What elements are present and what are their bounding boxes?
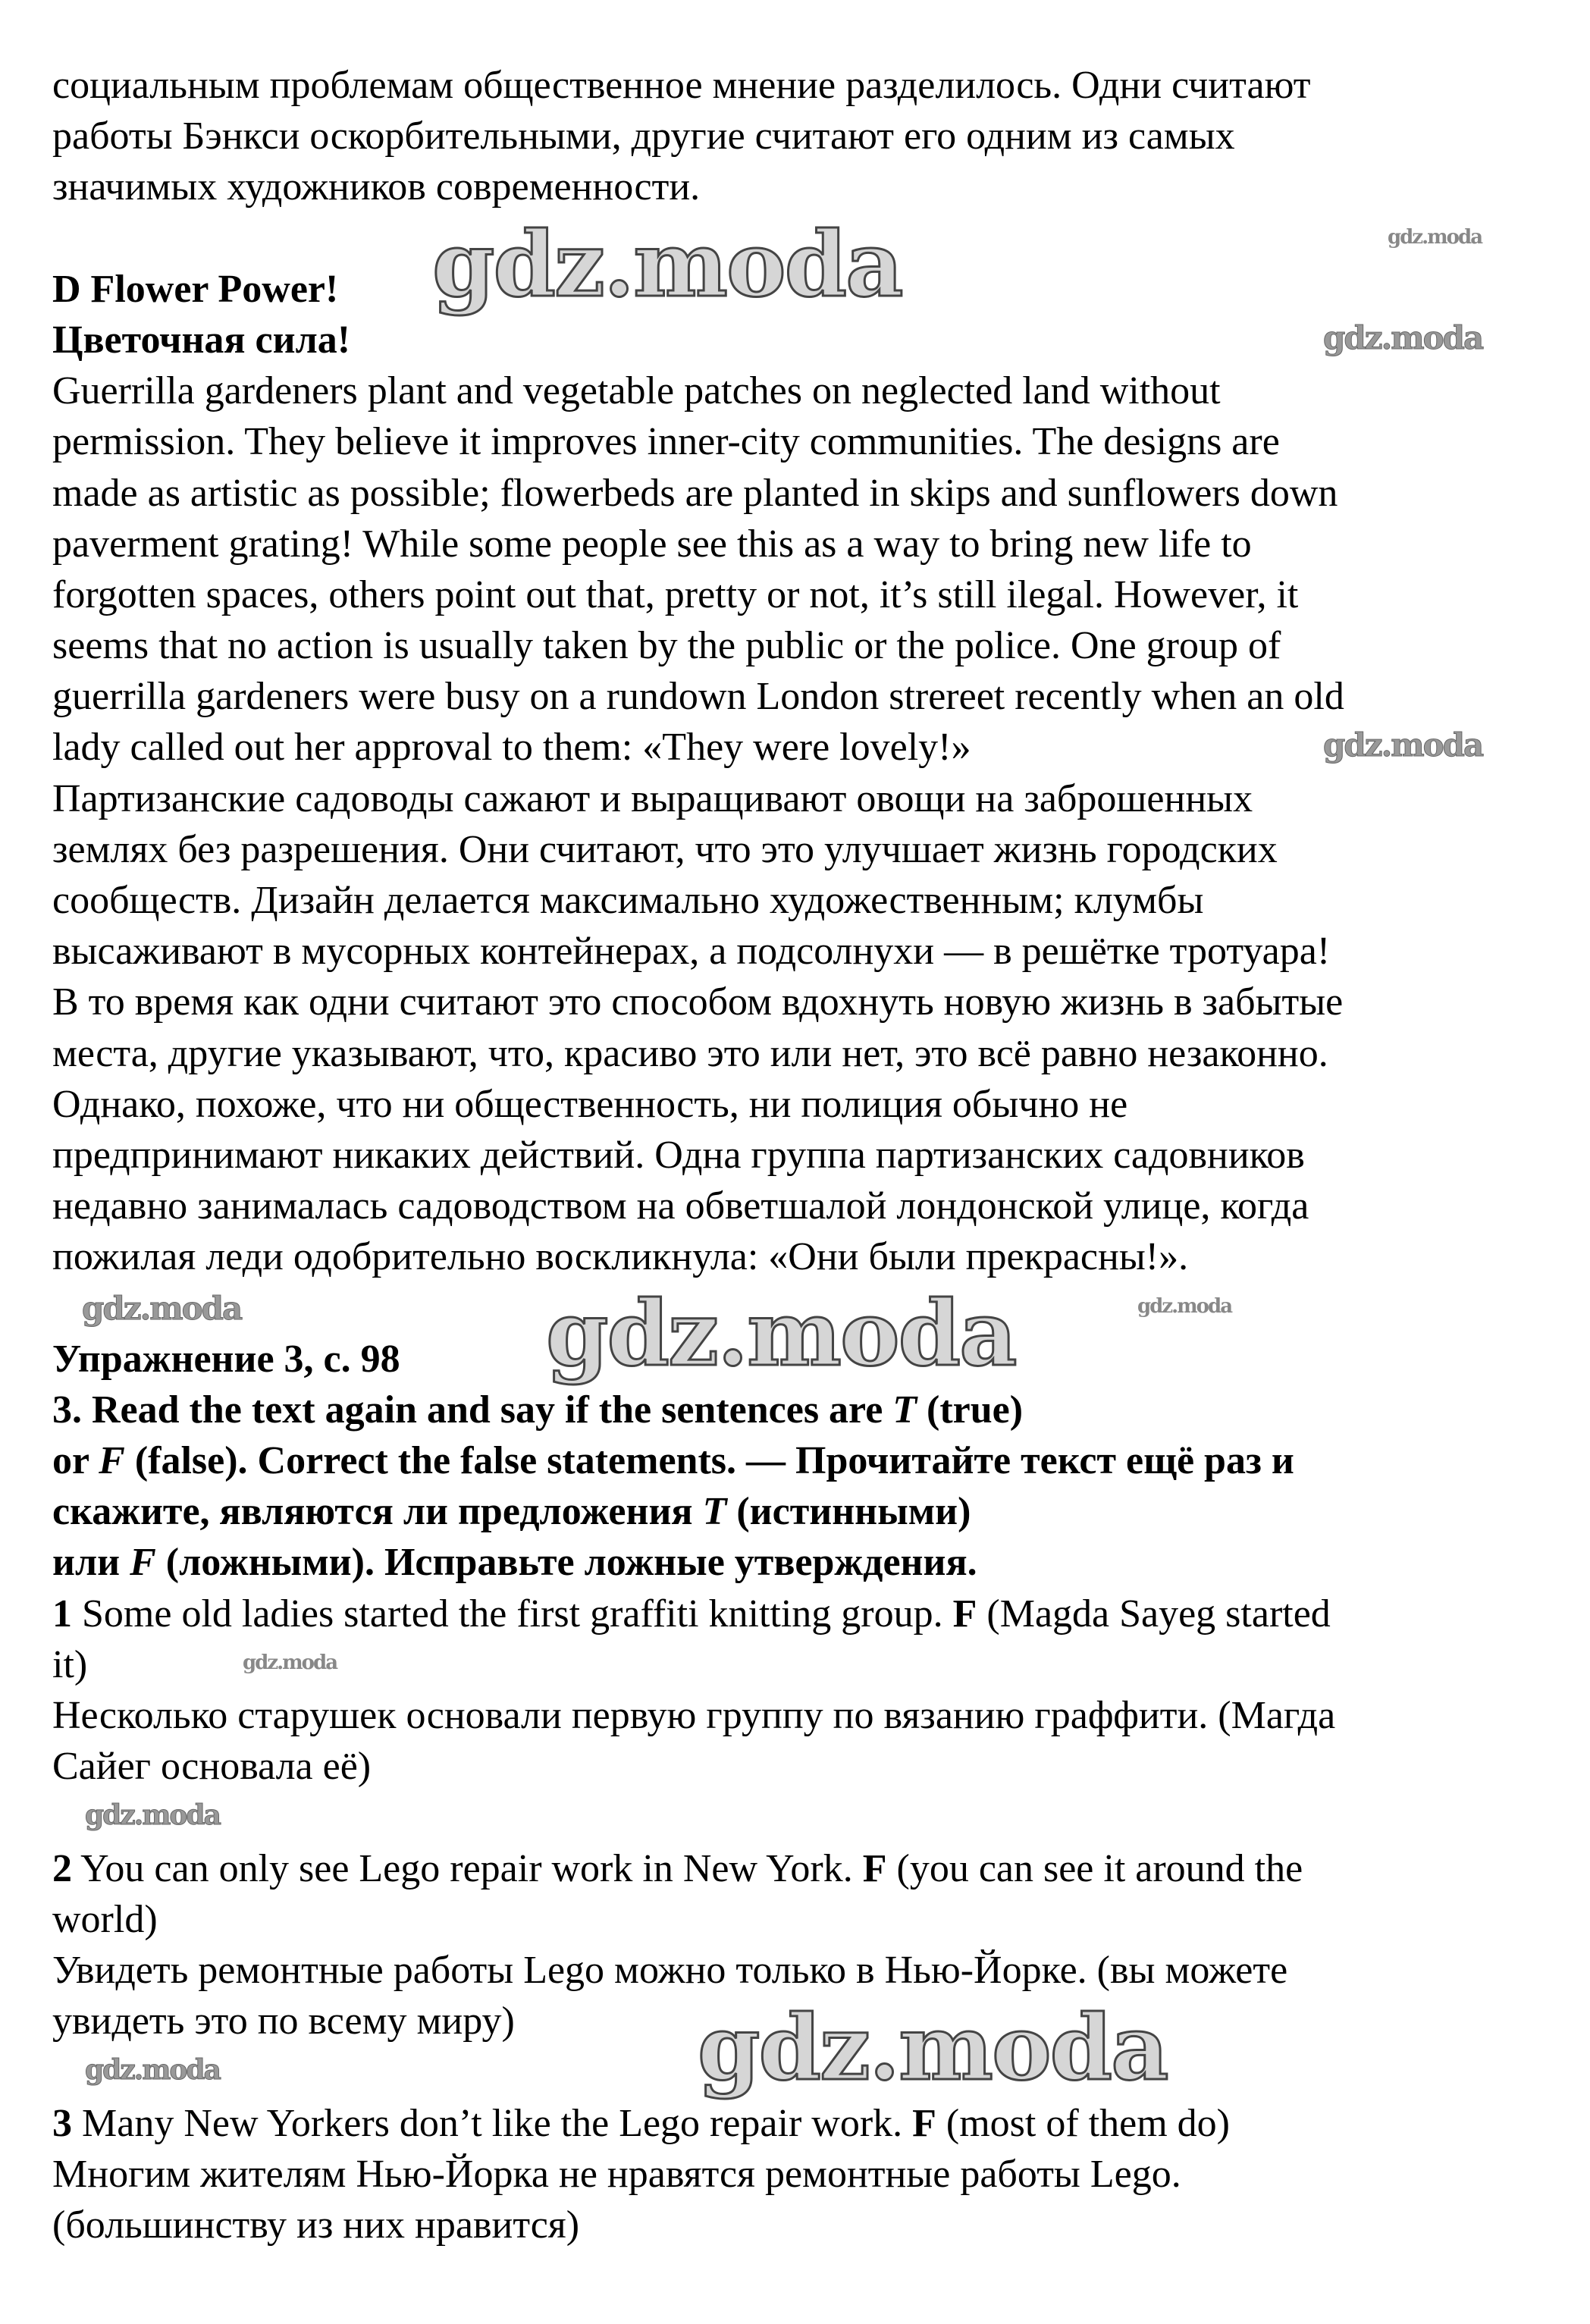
text-line xyxy=(52,671,1561,722)
text-line xyxy=(52,1231,1561,1282)
text-segment: forgotten spaces, others point out that, pretty or not, it’s still ilegal. However, it xyxy=(52,572,1299,616)
text-segment: it) xyxy=(52,1642,88,1686)
text-segment: 3 xyxy=(52,2101,72,2145)
text-segment: (false). Correct the false statements. — Прочитайте текст ещё раз и xyxy=(124,1439,1294,1483)
text-segment: Упражнение 3, с. 98 xyxy=(52,1337,400,1381)
text-segment: (большинству из них нравится) xyxy=(52,2203,580,2247)
text-segment: работы Бэнкси оскорбительными, другие считают его одним из самых xyxy=(52,114,1235,158)
text-line xyxy=(52,1435,1561,1486)
text-line xyxy=(52,1690,1561,1741)
watermark: gdz.moda xyxy=(698,1995,1168,2100)
watermark: gdz.moda xyxy=(243,1651,337,1674)
watermark: gdz.moda xyxy=(85,2054,220,2086)
text-segment: Цветочная сила! xyxy=(52,318,351,362)
text-segment: места, другие указывают, что, красиво это или нет, это всё равно незаконно. xyxy=(52,1031,1328,1075)
watermark: gdz.moda xyxy=(85,1799,220,1831)
text-segment: или xyxy=(52,1541,130,1585)
text-segment: world) xyxy=(52,1897,158,1941)
text-segment: Some old ladies started the first graffiti knitting group. xyxy=(72,1592,953,1636)
watermark: gdz.moda xyxy=(1388,226,1482,249)
text-segment: скажите, являются ли предложения xyxy=(52,1490,703,1534)
text-segment: seems that no action is usually taken by the public or the police. One group of xyxy=(52,624,1281,668)
text-segment: Увидеть ремонтные работы Lego можно только в Нью-Йорке. (вы можете xyxy=(52,1948,1288,1992)
text-segment: сообществ. Дизайн делается максимально художественным; клумбы xyxy=(52,879,1204,922)
text-line xyxy=(52,977,1561,1027)
text-segment: увидеть это по всему миру) xyxy=(52,1999,515,2043)
text-segment: T xyxy=(892,1388,917,1432)
text-segment: F xyxy=(99,1439,125,1483)
watermark: gdz.moda xyxy=(1323,319,1483,356)
text-segment: T xyxy=(702,1490,727,1534)
document-body xyxy=(52,60,1561,2250)
text-segment: социальным проблемам общественное мнение разделилось. Одни считают xyxy=(52,64,1311,107)
text-segment: made as artistic as possible; flowerbeds are planted in skips and sunflowers down xyxy=(52,471,1338,515)
text-line xyxy=(52,2200,1561,2250)
text-segment: Многим жителям Нью-Йорка не нравятся ремонтные работы Lego. xyxy=(52,2152,1181,2196)
text-segment: Сайег основала её) xyxy=(52,1745,372,1789)
text-segment: 2 xyxy=(52,1846,72,1890)
text-line xyxy=(52,1385,1561,1435)
text-line xyxy=(52,1843,1561,1894)
text-segment: F xyxy=(130,1541,156,1585)
text-segment: F xyxy=(862,1846,887,1890)
text-segment: (ложными). Исправьте ложные утверждения. xyxy=(155,1541,977,1585)
text-segment: предпринимают никаких действий. Одна группа партизанских садовников xyxy=(52,1133,1305,1177)
text-segment: paverment grating! While some people see this as a way to bring new life to xyxy=(52,522,1252,566)
text-line xyxy=(52,569,1561,620)
text-line xyxy=(52,519,1561,569)
text-segment: (true) xyxy=(917,1388,1024,1432)
text-segment: guerrilla gardeners were busy on a rundown London strereet recently when an old xyxy=(52,675,1344,719)
watermark: gdz.moda xyxy=(1323,726,1483,764)
text-segment: высаживают в мусорных контейнерах, а подсолнухи — в решётке тротуара! xyxy=(52,930,1331,974)
text-segment: D Flower Power! xyxy=(52,267,339,311)
watermark: gdz.moda xyxy=(82,1290,242,1327)
text-line xyxy=(52,1028,1561,1079)
text-line xyxy=(52,365,1561,416)
text-segment: Guerrilla gardeners plant and vegetable patches on neglected land without xyxy=(52,369,1221,413)
text-segment: землях без разрешения. Они считают, что это улучшает жизнь городских xyxy=(52,827,1278,871)
text-line xyxy=(52,111,1561,162)
text-line xyxy=(52,2149,1561,2200)
text-segment: (you can see it around the xyxy=(886,1846,1303,1890)
watermark: gdz.moda xyxy=(432,212,902,317)
text-line xyxy=(52,416,1561,467)
text-segment: F xyxy=(912,2101,936,2145)
text-line xyxy=(52,1130,1561,1181)
text-line xyxy=(52,1741,1561,1792)
text-segment: lady called out her approval to them: «They were lovely!» xyxy=(52,726,971,770)
text-line xyxy=(52,824,1561,875)
text-segment: (истинными) xyxy=(726,1490,971,1534)
text-segment: Несколько старушек основали первую группу по вязанию граффити. (Магда xyxy=(52,1694,1336,1737)
text-segment: (Magda Sayeg started xyxy=(977,1592,1331,1636)
text-line xyxy=(52,875,1561,926)
text-line xyxy=(52,620,1561,671)
text-line xyxy=(52,1181,1561,1231)
text-line xyxy=(52,1537,1561,1588)
watermark: gdz.moda xyxy=(1137,1295,1232,1318)
text-segment: 1 xyxy=(52,1592,72,1636)
text-line xyxy=(52,773,1561,824)
text-segment: пожилая леди одобрительно воскликнула: «Они были прекрасны!». xyxy=(52,1235,1189,1279)
text-line xyxy=(52,1589,1561,1639)
watermark: gdz.moda xyxy=(546,1281,1016,1386)
text-segment: недавно занималась садоводством на обветшалой лондонской улице, когда xyxy=(52,1184,1309,1228)
text-segment: permission. They believe it improves inner-city communities. The designs are xyxy=(52,420,1280,464)
text-line xyxy=(52,1894,1561,1945)
text-line xyxy=(52,926,1561,977)
text-line xyxy=(52,1486,1561,1537)
text-segment: Партизанские садоводы сажают и выращивают овощи на заброшенных xyxy=(52,776,1253,820)
text-segment: Many New Yorkers don’t like the Lego repair work. xyxy=(72,2101,913,2145)
text-line xyxy=(52,162,1561,212)
text-segment: значимых художников современности. xyxy=(52,165,701,209)
text-line xyxy=(52,468,1561,519)
text-segment: You can only see Lego repair work in New York. xyxy=(72,1846,863,1890)
text-line xyxy=(52,1945,1561,1996)
text-segment: F xyxy=(952,1592,977,1636)
text-segment: Однако, похоже, что ни общественность, ни полиция обычно не xyxy=(52,1082,1128,1126)
text-segment: В то время как одни считают это способом вдохнуть новую жизнь в забытые xyxy=(52,980,1344,1024)
text-segment: or xyxy=(52,1439,99,1483)
text-line xyxy=(52,1079,1561,1130)
text-segment: (most of them do) xyxy=(936,2101,1230,2145)
text-line xyxy=(52,2098,1561,2149)
text-line xyxy=(52,60,1561,111)
blank-line xyxy=(52,1792,1561,1843)
text-segment: 3. Read the text again and say if the sentences are xyxy=(52,1388,893,1432)
